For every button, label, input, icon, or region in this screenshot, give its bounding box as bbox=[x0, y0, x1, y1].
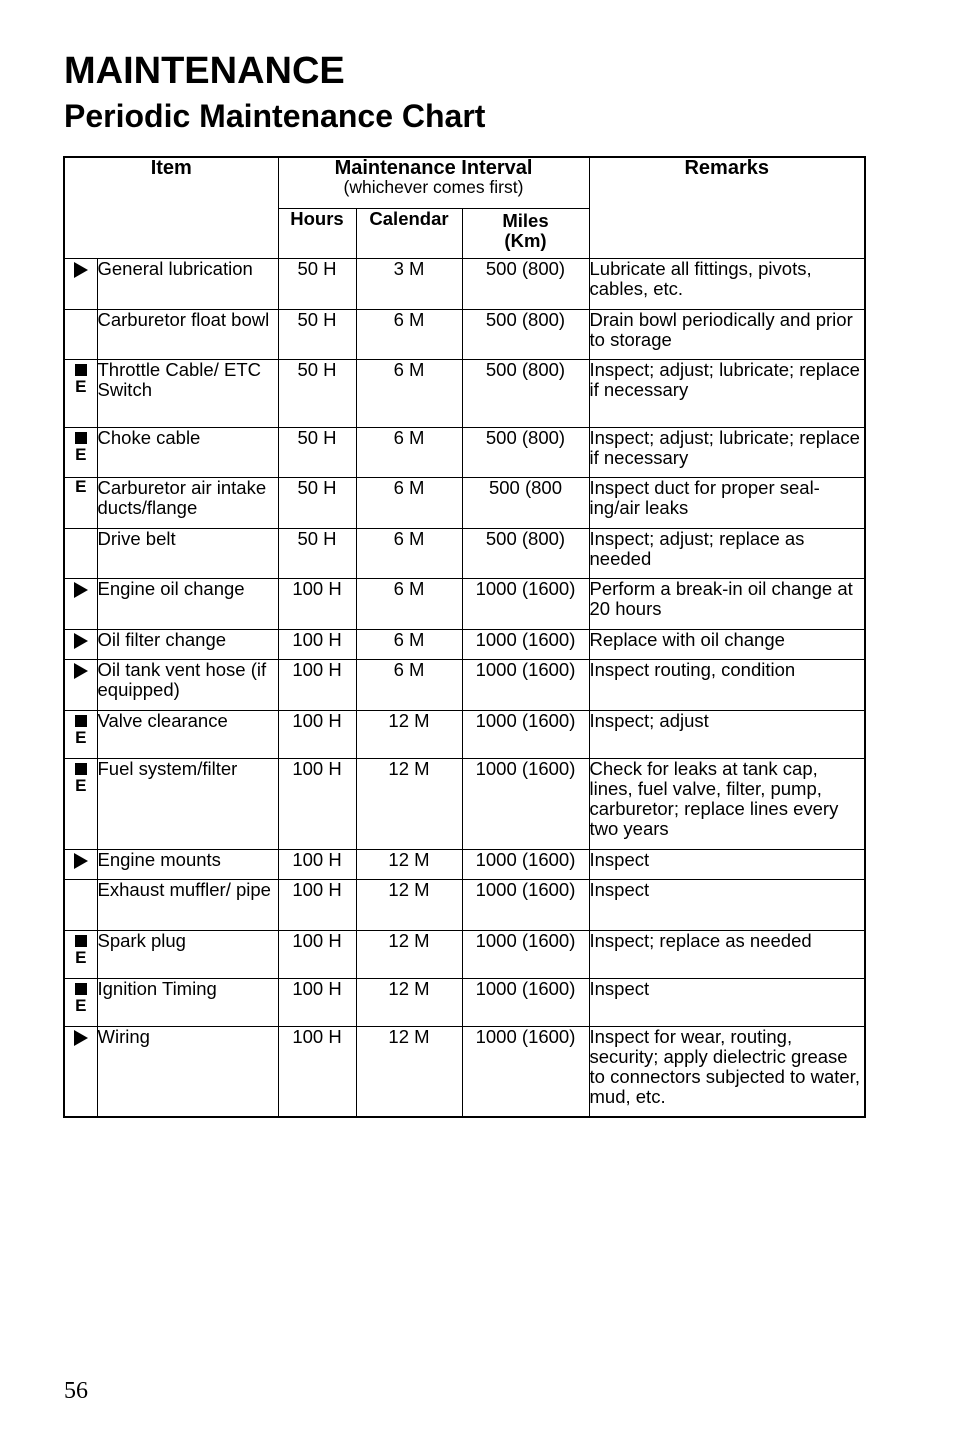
row-hours: 100 H bbox=[278, 1026, 356, 1117]
row-remarks: Inspect; adjust bbox=[589, 710, 865, 758]
row-hours: 100 H bbox=[278, 659, 356, 710]
square-icon bbox=[75, 432, 87, 444]
row-hours: 50 H bbox=[278, 309, 356, 359]
row-symbol bbox=[64, 930, 97, 978]
row-miles: 500 (800 bbox=[462, 477, 589, 528]
row-hours: 50 H bbox=[278, 528, 356, 578]
header-interval-note: (whichever comes first) bbox=[343, 177, 524, 197]
row-symbol bbox=[64, 359, 97, 427]
row-miles: 1000 (1600) bbox=[462, 930, 589, 978]
table-row bbox=[64, 659, 865, 710]
row-item: Wiring bbox=[97, 1026, 278, 1117]
header-remarks: Remarks bbox=[589, 157, 865, 258]
row-remarks: Check for leaks at tank cap, lines, fuel valve, filter, pump, carburetor; replace lines every two years bbox=[589, 758, 865, 849]
row-remarks: Inspect duct for proper seal-ing/air leaks bbox=[589, 477, 865, 528]
row-miles: 500 (800) bbox=[462, 427, 589, 477]
table-row bbox=[64, 578, 865, 629]
emission-marker: E bbox=[75, 476, 87, 496]
row-symbol bbox=[64, 849, 97, 879]
row-item: Choke cable bbox=[97, 427, 278, 477]
row-symbol bbox=[64, 659, 97, 710]
row-miles: 500 (800) bbox=[462, 258, 589, 309]
triangle-right-icon bbox=[74, 633, 88, 649]
row-symbol bbox=[64, 710, 97, 758]
row-remarks: Inspect bbox=[589, 879, 865, 930]
row-item: Valve clearance bbox=[97, 710, 278, 758]
table-row bbox=[64, 930, 865, 978]
row-miles: 1000 (1600) bbox=[462, 849, 589, 879]
row-miles: 1000 (1600) bbox=[462, 879, 589, 930]
row-remarks: Inspect; adjust; lubricate; replace if necessary bbox=[589, 359, 865, 427]
row-symbol bbox=[64, 879, 97, 930]
row-calendar: 6 M bbox=[356, 477, 462, 528]
row-hours: 50 H bbox=[278, 359, 356, 427]
square-icon bbox=[75, 983, 87, 995]
row-hours: 100 H bbox=[278, 879, 356, 930]
row-miles: 1000 (1600) bbox=[462, 578, 589, 629]
table-row bbox=[64, 258, 865, 309]
header-row-main bbox=[64, 157, 865, 208]
row-item: General lubrication bbox=[97, 258, 278, 309]
row-item: Carburetor float bowl bbox=[97, 309, 278, 359]
emission-marker: E bbox=[75, 775, 87, 795]
row-symbol bbox=[64, 629, 97, 659]
row-remarks: Inspect; adjust; replace as needed bbox=[589, 528, 865, 578]
table-row bbox=[64, 359, 865, 427]
row-hours: 50 H bbox=[278, 258, 356, 309]
triangle-right-icon bbox=[74, 582, 88, 598]
table-row bbox=[64, 1026, 865, 1117]
header-miles: Miles (Km) bbox=[462, 208, 589, 258]
row-remarks: Inspect bbox=[589, 978, 865, 1026]
header-item: Item bbox=[64, 157, 278, 258]
row-calendar: 12 M bbox=[356, 978, 462, 1026]
row-hours: 100 H bbox=[278, 710, 356, 758]
page-title: MAINTENANCE bbox=[64, 50, 345, 92]
row-miles: 1000 (1600) bbox=[462, 978, 589, 1026]
header-calendar: Calendar bbox=[356, 208, 462, 258]
row-remarks: Inspect for wear, routing, security; apply dielectric grease to connectors subjected to water, mud, etc. bbox=[589, 1026, 865, 1117]
row-remarks: Drain bowl periodically and prior to storage bbox=[589, 309, 865, 359]
square-icon bbox=[75, 715, 87, 727]
triangle-right-icon bbox=[74, 663, 88, 679]
row-symbol bbox=[64, 258, 97, 309]
emission-marker: E bbox=[75, 727, 87, 747]
table-row bbox=[64, 710, 865, 758]
row-miles: 1000 (1600) bbox=[462, 659, 589, 710]
row-miles: 500 (800) bbox=[462, 359, 589, 427]
row-remarks: Inspect bbox=[589, 849, 865, 879]
row-miles: 500 (800) bbox=[462, 528, 589, 578]
row-calendar: 12 M bbox=[356, 1026, 462, 1117]
row-remarks: Replace with oil change bbox=[589, 629, 865, 659]
row-calendar: 6 M bbox=[356, 528, 462, 578]
table-row bbox=[64, 427, 865, 477]
row-calendar: 6 M bbox=[356, 359, 462, 427]
row-miles: 500 (800) bbox=[462, 309, 589, 359]
row-hours: 100 H bbox=[278, 849, 356, 879]
triangle-right-icon bbox=[74, 853, 88, 869]
row-symbol bbox=[64, 427, 97, 477]
row-hours: 100 H bbox=[278, 758, 356, 849]
table-row bbox=[64, 758, 865, 849]
table-row bbox=[64, 879, 865, 930]
page-number: 56 bbox=[64, 1378, 88, 1404]
square-icon bbox=[75, 763, 87, 775]
table-row bbox=[64, 629, 865, 659]
row-item: Fuel system/filter bbox=[97, 758, 278, 849]
emission-marker: E bbox=[75, 995, 87, 1015]
row-remarks: Perform a break-in oil change at 20 hours bbox=[589, 578, 865, 629]
row-calendar: 6 M bbox=[356, 309, 462, 359]
row-item: Exhaust muffler/ pipe bbox=[97, 879, 278, 930]
row-calendar: 12 M bbox=[356, 879, 462, 930]
row-symbol bbox=[64, 1026, 97, 1117]
table-row bbox=[64, 309, 865, 359]
row-calendar: 6 M bbox=[356, 427, 462, 477]
row-item: Engine oil change bbox=[97, 578, 278, 629]
row-item: Spark plug bbox=[97, 930, 278, 978]
triangle-right-icon bbox=[74, 262, 88, 278]
row-calendar: 6 M bbox=[356, 629, 462, 659]
triangle-right-icon bbox=[74, 1030, 88, 1046]
table-row bbox=[64, 978, 865, 1026]
row-item: Drive belt bbox=[97, 528, 278, 578]
row-miles: 1000 (1600) bbox=[462, 1026, 589, 1117]
row-calendar: 3 M bbox=[356, 258, 462, 309]
row-remarks: Inspect; replace as needed bbox=[589, 930, 865, 978]
row-hours: 100 H bbox=[278, 578, 356, 629]
square-icon bbox=[75, 935, 87, 947]
row-symbol bbox=[64, 309, 97, 359]
row-remarks: Inspect; adjust; lubricate; replace if necessary bbox=[589, 427, 865, 477]
row-item: Carburetor air intake ducts/flange bbox=[97, 477, 278, 528]
emission-marker: E bbox=[75, 947, 87, 967]
row-item: Oil filter change bbox=[97, 629, 278, 659]
row-calendar: 12 M bbox=[356, 930, 462, 978]
square-icon bbox=[75, 364, 87, 376]
emission-marker: E bbox=[75, 376, 87, 396]
emission-marker: E bbox=[75, 444, 87, 464]
row-item: Oil tank vent hose (if equipped) bbox=[97, 659, 278, 710]
row-calendar: 12 M bbox=[356, 849, 462, 879]
row-calendar: 6 M bbox=[356, 659, 462, 710]
row-hours: 100 H bbox=[278, 978, 356, 1026]
table-row bbox=[64, 849, 865, 879]
row-remarks: Lubricate all fittings, pivots, cables, etc. bbox=[589, 258, 865, 309]
table-row bbox=[64, 477, 865, 528]
row-hours: 100 H bbox=[278, 930, 356, 978]
maintenance-chart-table bbox=[63, 156, 866, 1118]
row-symbol bbox=[64, 528, 97, 578]
table-row bbox=[64, 528, 865, 578]
row-item: Engine mounts bbox=[97, 849, 278, 879]
row-hours: 100 H bbox=[278, 629, 356, 659]
row-remarks: Inspect routing, condition bbox=[589, 659, 865, 710]
row-miles: 1000 (1600) bbox=[462, 710, 589, 758]
row-hours: 50 H bbox=[278, 477, 356, 528]
row-hours: 50 H bbox=[278, 427, 356, 477]
header-hours: Hours bbox=[278, 208, 356, 258]
row-symbol bbox=[64, 477, 97, 528]
row-calendar: 6 M bbox=[356, 578, 462, 629]
row-symbol bbox=[64, 758, 97, 849]
row-symbol bbox=[64, 578, 97, 629]
header-interval bbox=[278, 157, 589, 208]
row-symbol bbox=[64, 978, 97, 1026]
row-item: Throttle Cable/ ETC Switch bbox=[97, 359, 278, 427]
row-calendar: 12 M bbox=[356, 758, 462, 849]
header-interval-label: Maintenance Interval bbox=[334, 157, 533, 179]
row-miles: 1000 (1600) bbox=[462, 758, 589, 849]
row-calendar: 12 M bbox=[356, 710, 462, 758]
row-item: Ignition Timing bbox=[97, 978, 278, 1026]
row-miles: 1000 (1600) bbox=[462, 629, 589, 659]
page-subtitle: Periodic Maintenance Chart bbox=[64, 98, 486, 134]
